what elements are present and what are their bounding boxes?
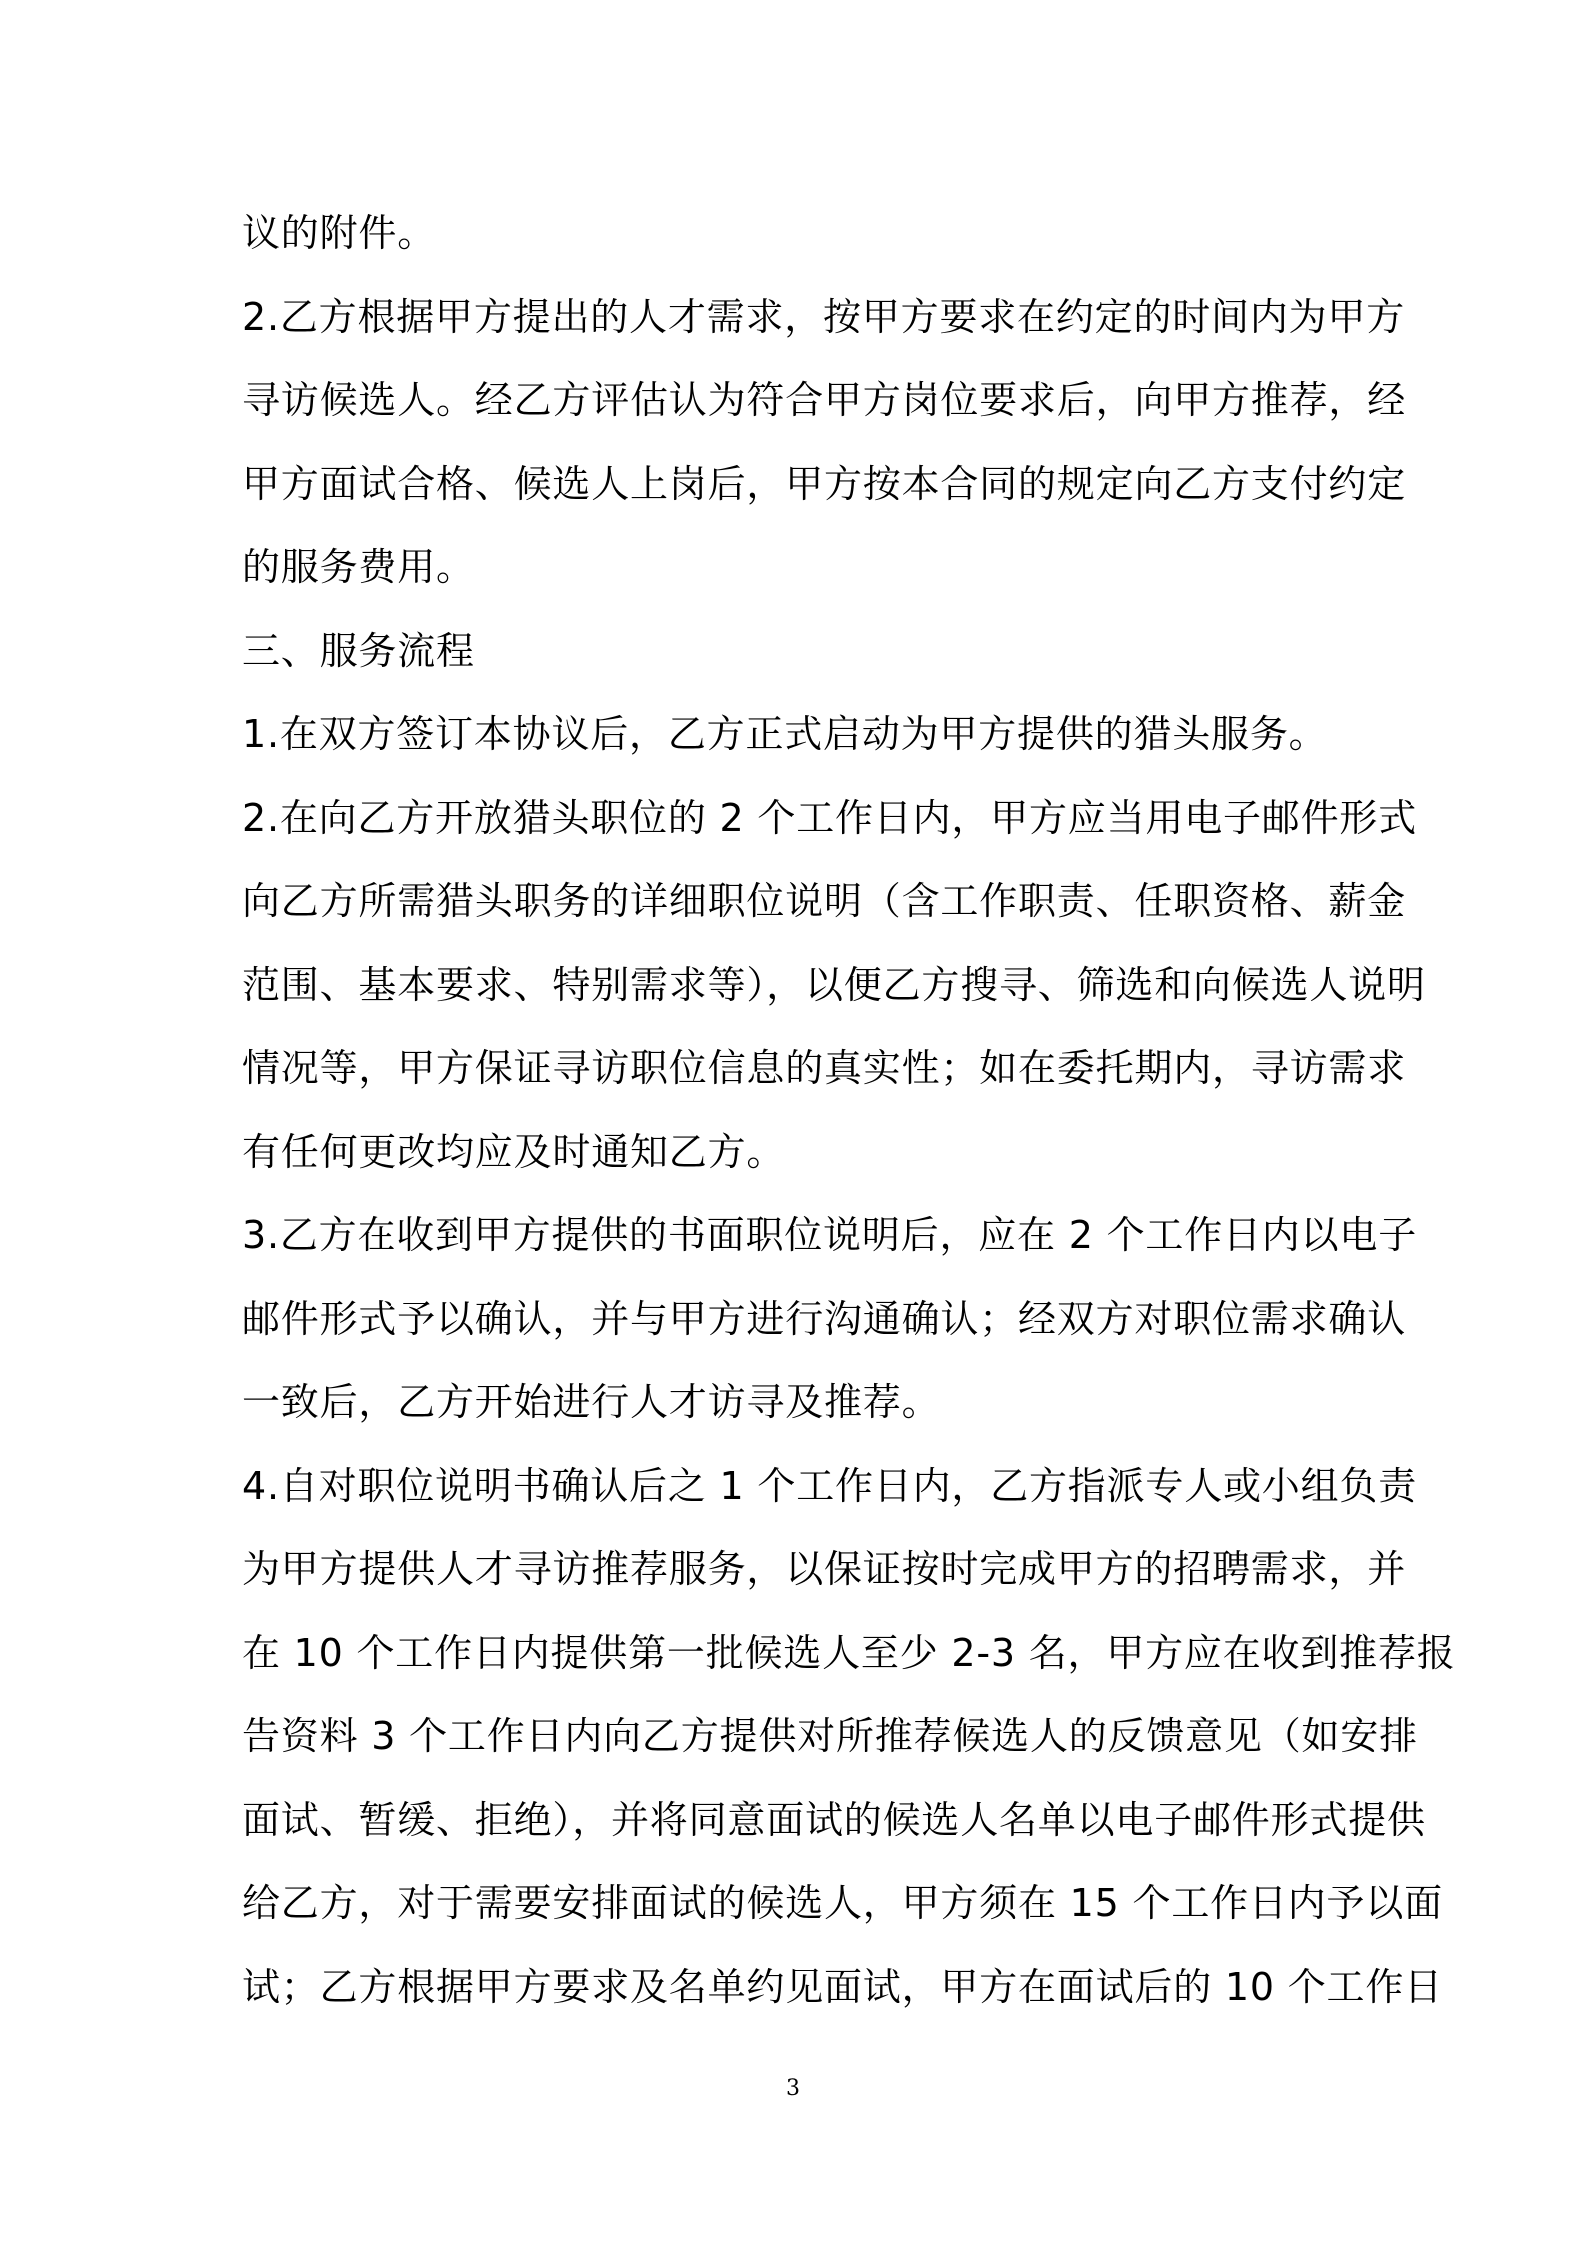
text-line: 2.在向乙方开放猎头职位的 2 个工作日内，甲方应当用电子邮件形式 — [242, 795, 1417, 840]
text-line: 为甲方提供人才寻访推荐服务，以保证按时完成甲方的招聘需求，并 — [242, 1547, 1407, 1591]
text-line: 在 10 个工作日内提供第一批候选人至少 2-3 名，甲方应在收到推荐报 — [242, 1630, 1456, 1675]
text-line: 情况等，甲方保证寻访职位信息的真实性；如在委托期内，寻访需求 — [242, 1046, 1407, 1090]
text-line: 范围、基本要求、特别需求等），以便乙方搜寻、筛选和向候选人说明 — [242, 962, 1426, 1007]
body-text — [242, 192, 1456, 2029]
text-line: 试；乙方根据甲方要求及名单约见面试，甲方在面试后的 10 个工作日 — [242, 1964, 1443, 2009]
page-number: 3 — [786, 2076, 800, 2101]
text-line: 给乙方，对于需要安排面试的候选人，甲方须在 15 个工作日内予以面 — [242, 1881, 1443, 1925]
section-heading: 三、服务流程 — [242, 628, 475, 673]
text-line: 一致后，乙方开始进行人才访寻及推荐。 — [242, 1380, 941, 1424]
text-line: 4.自对职位说明书确认后之 1 个工作日内，乙方指派专人或小组负责 — [242, 1463, 1417, 1508]
text-line: 1.在双方签订本协议后，乙方正式启动为甲方提供的猎头服务。 — [242, 712, 1328, 756]
text-line: 告资料 3 个工作日内向乙方提供对所推荐候选人的反馈意见（如安排 — [242, 1714, 1418, 1758]
text-line: 有任何更改均应及时通知乙方。 — [242, 1129, 786, 1174]
text-line: 向乙方所需猎头职务的详细职位说明（含工作职责、任职资格、薪金 — [242, 879, 1407, 923]
text-line: 甲方面试合格、候选人上岗后，甲方按本合同的规定向乙方支付约定 — [242, 461, 1407, 506]
text-line: 2.乙方根据甲方提出的人才需求，按甲方要求在约定的时间内为甲方 — [242, 294, 1406, 339]
text-line: 寻访候选人。经乙方评估认为符合甲方岗位要求后，向甲方推荐，经 — [242, 378, 1407, 422]
text-line: 邮件形式予以确认，并与甲方进行沟通确认；经双方对职位需求确认 — [242, 1296, 1407, 1341]
text-line: 3.乙方在收到甲方提供的书面职位说明后，应在 2 个工作日内以电子 — [242, 1213, 1417, 1257]
text-line: 议的附件。 — [242, 211, 437, 255]
text-line: 面试、暂缓、拒绝），并将同意面试的候选人名单以电子邮件形式提供 — [242, 1797, 1426, 1842]
text-line: 的服务费用。 — [242, 545, 475, 589]
